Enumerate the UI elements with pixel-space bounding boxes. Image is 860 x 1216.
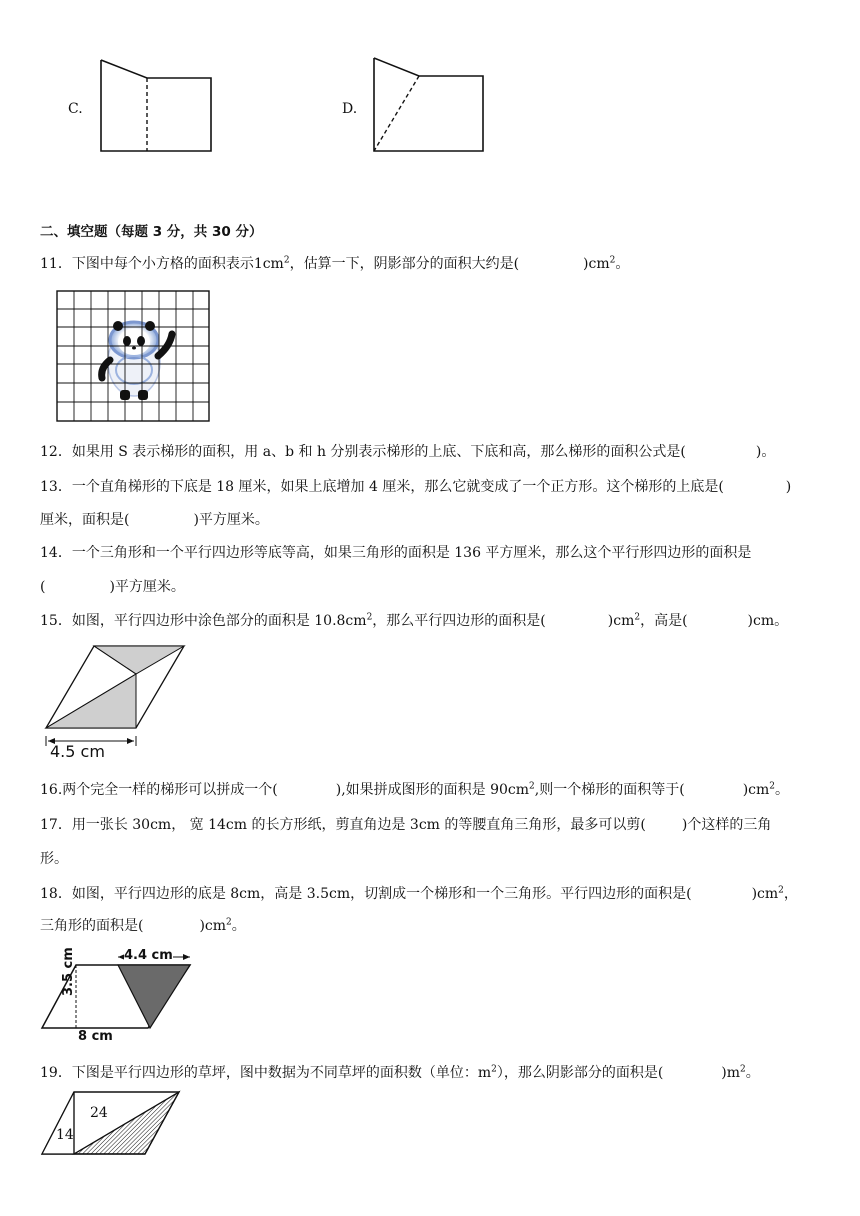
question-19: 19．下图是平行四边形的草坪，图中数据为不同草坪的面积数（单位：$m^2$），那么阴影部分的面积是( )$m^2$。 xyxy=(40,1064,760,1081)
question-18-line-1: 18．如图，平行四边形的底是 8cm，高是 3.5cm，切割成一个梯形和一个三角形。平行四边形的面积是( )$cm^2$， xyxy=(40,885,798,902)
q18-base-label: 8 cm xyxy=(78,1029,113,1044)
q19-top-value: 24 xyxy=(90,1105,108,1121)
question-11: 11．下图中每个小方格的面积表示$1cm^2$，估算一下，阴影部分的面积大约是( )$cm^2$。 xyxy=(40,255,630,272)
question-16: 16.两个完全一样的梯形可以拼成一个( ),如果拼成图形的面积是 $90cm^2$,则一个梯形的面积等于( )$cm^2$。 xyxy=(40,781,789,798)
question-14-line-1: 14．一个三角形和一个平行四边形等底等高，如果三角形的面积是 136 平方厘米，那么这个平行形四边形的面积是 xyxy=(40,545,752,561)
q19-lawn-figure xyxy=(40,1090,185,1160)
q19-left-value: 14 xyxy=(56,1127,74,1143)
option-c-figure xyxy=(100,58,215,155)
question-14-line-2: ( )平方厘米。 xyxy=(40,579,185,595)
q18-height-label: 3.5 cm xyxy=(61,947,76,996)
option-d-figure xyxy=(373,57,488,154)
question-15: 15．如图，平行四边形中涂色部分的面积是 $10.8cm^2$，那么平行四边形的面积是( )$cm^2$，高是( )cm。 xyxy=(40,612,789,629)
question-13-line-1: 13．一个直角梯形的下底是 18 厘米，如果上底增加 4 厘米，那么它就变成了一个正方形。这个梯形的上底是( ) xyxy=(40,479,792,495)
panda-mascot-icon xyxy=(102,321,172,400)
q18-top-label: 4.4 cm xyxy=(124,948,173,963)
question-17-line-2: 形。 xyxy=(40,851,68,867)
question-18-line-2: 三角形的面积是( )$cm^2$。 xyxy=(40,917,246,934)
section-title: 二、填空题（每题 3 分，共 30 分） xyxy=(40,224,263,240)
q15-base-label: 4.5 cm xyxy=(50,742,105,761)
question-12: 12．如果用 S 表示梯形的面积，用 a、b 和 h 分别表示梯形的上底、下底和高，那么梯形的面积公式是( )。 xyxy=(40,444,776,460)
q11-grid-figure xyxy=(56,290,212,422)
option-d-label: D. xyxy=(342,101,358,117)
question-17-line-1: 17．用一张长 30cm， 宽 14cm 的长方形纸，剪直角边是 3cm 的等腰直角三角形，最多可以剪( )个这样的三角 xyxy=(40,817,772,833)
question-13-line-2: 厘米，面积是( )平方厘米。 xyxy=(40,512,269,528)
q15-parallelogram-figure xyxy=(44,644,194,756)
option-c-label: C. xyxy=(68,101,83,117)
